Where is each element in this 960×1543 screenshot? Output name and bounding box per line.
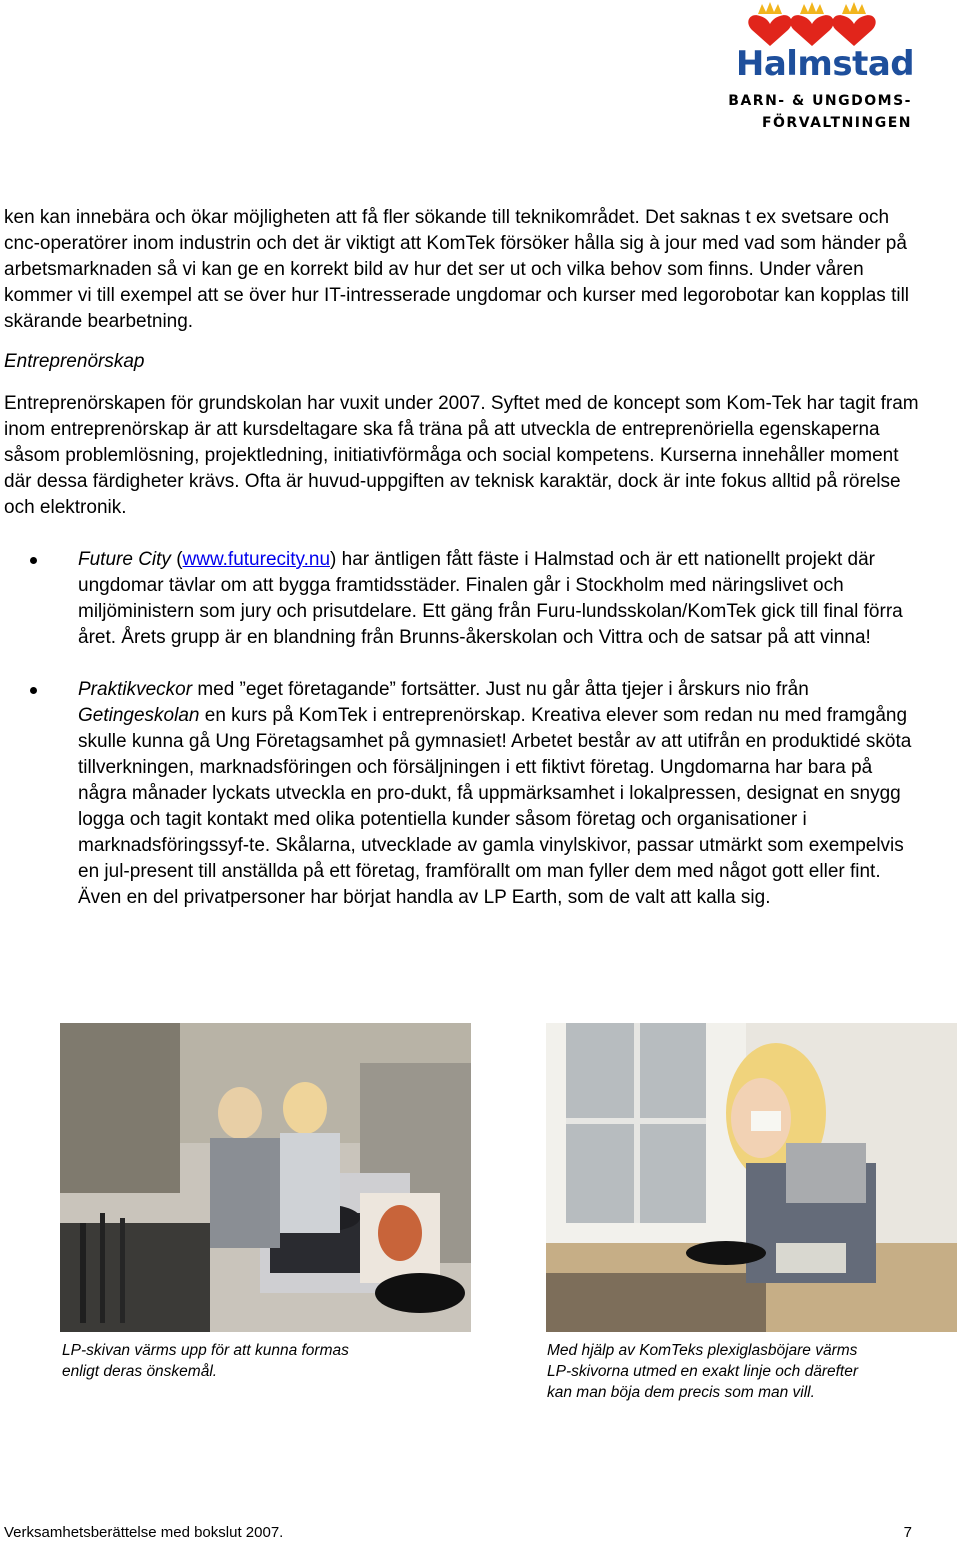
logo-subtitle-line2: FÖRVALTNINGEN [761, 115, 912, 131]
list-item [4, 677, 924, 911]
section-heading: Entreprenörskap [4, 351, 145, 372]
praktikveckor-text: en kurs på KomTek i entreprenörskap. Kreativa elever som redan nu med framgång skulle kunna gå Ung Företagsamhet på gymnasiet! Arbetet består av att utifrån en produktidé sköta tillverkningen, marknadsföringen och försäljningen i ett fiktivt företag. Ungdomarna har bara på några månader lyckats utveckla en pro-dukt, få uppmärksamhet i lokalpressen, designat en snygg logga och tagit kontakt med olika potentiella kunder såsom företag och organisationer i marknadsföringssyf-te. Skålarna, utvecklade av gamla vinylskivor, passar utmärkt som exempelvis en jul-present till anställda på ett företag, framförallt om man fyller dem med något gott eller fint. Även en del privatpersoner har börjat handla av LP Earth, som de valt att kalla sig. [78, 705, 912, 908]
bullet-icon [30, 687, 37, 694]
logo-subtitle [728, 90, 912, 134]
logo-subtitle-line1: BARN- & UNGDOMS- [728, 93, 912, 109]
future-city-link[interactable]: www.futurecity.nu [182, 549, 331, 570]
praktikveckor-mid: med ”eget företagande” fortsätter. Just nu går åtta tjejer i årskurs nio från [197, 679, 809, 700]
caption-left: LP-skivan värms upp för att kunna formas enligt deras önskemål. [62, 1342, 349, 1380]
footer-title: Verksamhetsberättelse med bokslut 2007. [4, 1524, 284, 1541]
page-footer [4, 1524, 912, 1541]
photo-plexi-bender [546, 1023, 957, 1332]
caption-right: Med hjälp av KomTeks plexiglasböjare värms LP-skivorna utmed en exakt linje och därefter kan man böja dem precis som man vill. [547, 1342, 859, 1401]
page-number: 7 [903, 1524, 912, 1541]
bullet-icon [30, 557, 37, 564]
future-city-text: har äntligen fått fäste i Halmstad och är ett nationellt projekt där ungdomar tävlar om att bygga framtidsstäder. Finalen går i Stockholm med näringslivet och miljöministern som jury och prisutdelare. Ett gäng från Furu-lundsskolan/KomTek gick till final förra året. Årets grupp är en blandning från Brunns-åkerskolan och Vittra och de satsar på att vinna! [78, 549, 903, 648]
list-item: Future City (www.futurecity.nu) har äntligen fått fäste i Halmstad och är ett nationellt projekt där ungdomar tävlar om att bygga framtidsstäder. Finalen går i Stockholm med näringslivet och miljöministern som jury och prisutdelare. Ett gäng från Furu-lundsskolan/KomTek gick till final förra året. Årets grupp är en blandning från Brunns-åkerskolan och Vittra och de satsar på att vinna! [4, 547, 924, 651]
paragraph-entrepreneurship: Entreprenörskapen för grundskolan har vuxit under 2007. Syftet med de koncept som Kom-Tek har tagit fram inom entreprenörskap är att kursdeltagare ska få träna på att utveckla de entreprenöriella egenskaperna såsom problemlösning, projektledning, initiativförmåga och social kompetens. Kurserna innehåller moment där dessa färdigheter krävs. Ofta är huvud-uppgiften av teknisk karaktär, dock är inte fokus alltid på rörelse och elektronik. [4, 393, 919, 518]
hearts-and-crowns-icon [736, 2, 906, 48]
future-city-title: Future City [78, 549, 171, 570]
praktikveckor-title: Praktikveckor [78, 679, 193, 700]
logo-wordmark: Halmstad [735, 44, 915, 84]
halmstad-logo [700, 2, 930, 132]
document-body [4, 205, 924, 937]
photo-lp-heating [60, 1023, 471, 1332]
bullet-list [4, 547, 924, 911]
paragraph-intro: ken kan innebära och ökar möjligheten att få fler sökande till teknikområdet. Det saknas t ex svetsare och cnc-operatörer inom industrin och det är viktigt att KomTek försöker hålla sig à jour med vad som händer på arbetsmarknaden så vi kan ge en korrekt bild av hur det ser ut och vilka behov som finns. Under våren kommer vi till exempel att se över hur IT-intresserade ungdomar och kurser med legorobotar kan kopplas till skärande bearbetning. [4, 207, 910, 332]
school-name: Getingeskolan [78, 705, 200, 726]
